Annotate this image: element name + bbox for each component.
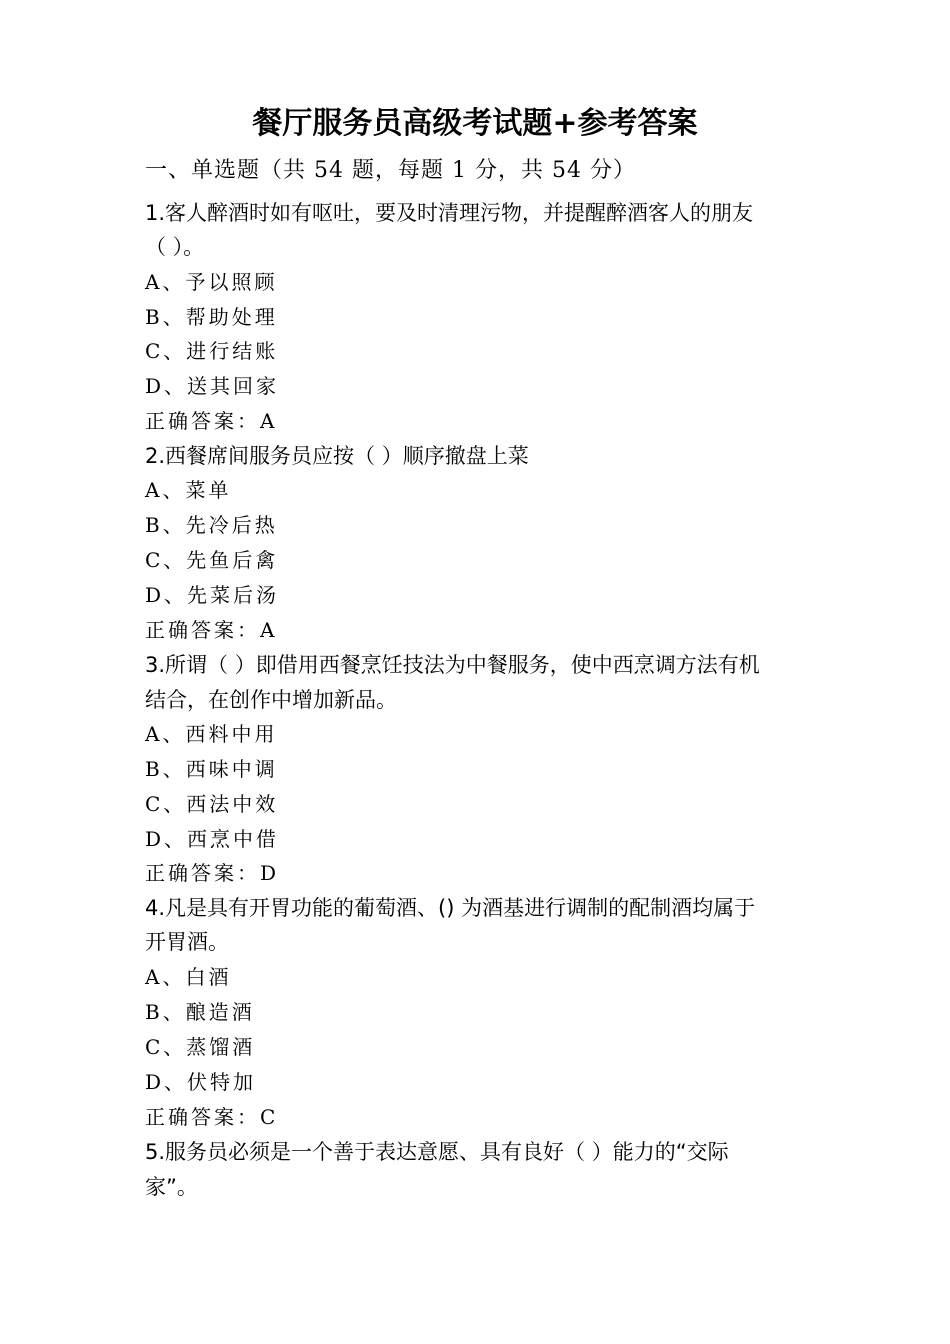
option-a: A、予以照顾 (145, 270, 278, 294)
question-stem-line: 结合，在创作中增加新品。 (145, 688, 397, 712)
correct-answer: 正确答案：A (145, 618, 278, 642)
option-c: C、进行结账 (145, 339, 279, 363)
option-a: A、白酒 (145, 965, 232, 989)
question-stem-line: （ ）。 (145, 235, 205, 259)
option-d: D、先菜后汤 (145, 583, 280, 607)
correct-answer: 正确答案：C (145, 1105, 279, 1129)
option-a: A、西料中用 (145, 722, 278, 746)
question-stem-line: 2.西餐席间服务员应按（ ）顺序撤盘上菜 (145, 444, 529, 468)
option-b: B、帮助处理 (145, 305, 278, 329)
correct-answer: 正确答案：A (145, 409, 278, 433)
option-b: B、酿造酒 (145, 1000, 255, 1024)
option-d: D、西烹中借 (145, 827, 280, 851)
option-b: B、西味中调 (145, 757, 278, 781)
document-title: 餐厅服务员高级考试题+参考答案 (252, 106, 698, 141)
question-stem-line: 4.凡是具有开胃功能的葡萄酒、() 为酒基进行调制的配制酒均属于 (145, 896, 756, 920)
question-stem-line: 3.所谓（ ）即借用西餐烹饪技法为中餐服务，使中西烹调方法有机 (145, 653, 760, 677)
option-c: C、先鱼后禽 (145, 548, 279, 572)
question-stem-line: 1.客人醉酒时如有呕吐，要及时清理污物，并提醒醉酒客人的朋友 (145, 201, 754, 225)
option-c: C、西法中效 (145, 792, 279, 816)
question-stem-line: 开胃酒。 (145, 930, 229, 954)
option-d: D、送其回家 (145, 374, 280, 398)
option-b: B、先冷后热 (145, 513, 278, 537)
question-stem-line: 5.服务员必须是一个善于表达意愿、具有良好（ ）能力的“交际 (145, 1140, 729, 1164)
option-c: C、蒸馏酒 (145, 1035, 256, 1059)
option-a: A、菜单 (145, 478, 232, 502)
option-d: D、伏特加 (145, 1070, 257, 1094)
correct-answer: 正确答案：D (145, 861, 280, 885)
section-heading: 一、单选题（共 54 题，每题 1 分，共 54 分） (145, 158, 636, 183)
question-stem-line: 家”。 (145, 1175, 198, 1199)
